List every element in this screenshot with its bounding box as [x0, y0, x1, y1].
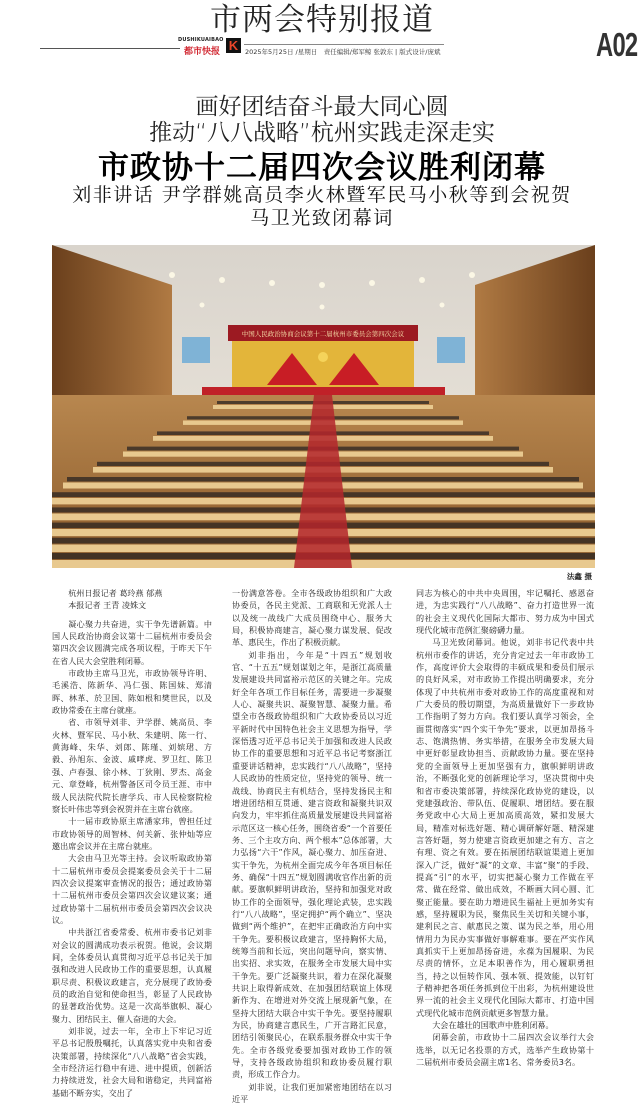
- byline: 杭州日报记者 葛玲燕 郁燕: [68, 588, 163, 598]
- paragraph: 凝心聚力共奋进，实干争先谱新篇。中国人民政治协商会议第十二届杭州市委员会第四次会议圆满完成各项议程，于昨天下午在省人民大会堂胜利闭幕。: [52, 618, 212, 666]
- issue-info: 2025年5月25日 /星期日 责任编辑/郑军鲸 张敦东 | 版式设计/庞斌: [245, 48, 441, 56]
- paragraph: 闭幕会前，市政协十二届四次会议举行大会选举，以无记名投票的方式，选举产生政协第十二届杭州市委员会副主席1名、常务委员3名。: [416, 1032, 594, 1068]
- paragraph: 中共浙江省委常委、杭州市委书记刘非对会议的圆满成功表示祝贺。他说，会议期间，全体委员认真贯彻习近平总书记关于加强和改进人民政协工作的重要思想，认真履职尽责、积极议政建言，充分展现了政协委员的政治自觉和使命担当，彰显了人民政协的显著政治优势。这是一次高举旗帜、凝心聚力、团结民主、催人奋进的大会。: [52, 927, 212, 1024]
- paragraph: 市政协主席马卫光，市政协领导许明、毛溪浩、陈新华、冯仁强、陈国妹、郑清晖、林革、於卫国、陈如根和樊世民，以及政协常委在主席台就座。: [52, 668, 212, 716]
- paragraph: 大会在雄壮的国歌声中胜利闭幕。: [432, 1020, 554, 1031]
- section-title: 市两会特别报道: [210, 2, 434, 38]
- lead-headline-1: 画好团结奋斗最大同心圆: [195, 94, 449, 120]
- stage-banner-text: 中国人民政治协商会议第十二届杭州市委员会第四次会议: [241, 330, 405, 338]
- paragraph: 一份满意答卷。全市各级政协组织和广大政协委员，各民主党派、工商联和无党派人士以及统一战线广大成员围绕中心、服务大局，积极协商建言，凝心聚力谋发展、促改革、惠民生，作出了积极贡献。: [232, 588, 392, 648]
- paragraph: 刘非指出，今年是“十四五”规划收官、“十五五”规划谋划之年，是浙江高质量发展建设共同富裕示范区的关键之年。完成好全年各项工作目标任务，需要进一步凝聚人心、凝聚共识、凝聚智慧、凝聚力量。希望全市各级政协组织和广大政协委员以习近平新时代中国特色社会主义思想为指导，学深悟透习近平总书记关于加强和改进人民政协工作的重要思想和习近平总书记考察浙江重要讲话精神，忠实践行“八八战略”，坚持人民政协的性质定位，坚持党的领导、统一战线、协商民主有机结合，坚持发扬民主和增进团结相互贯通、建言资政和凝聚共识双向发力，牢牢抓住高质量发展建设共同富裕示范区这一核心任务，围绕省委“一个首要任务、三个主攻方向、两个根本”总体部署，大力弘扬“六干”作风，凝心聚力、加压奋进、实干争先，为杭州全面完成今年各项目标任务、确保“十四五”规划圆满收官作出新的贡献。要旗帜鲜明讲政治，坚持和加强党对政协工作的全面领导，强化理论武装，忠实践行“八八战略”，坚定拥护“两个确立”、坚决做到“两个维护”，在把牢正确政治方向中实干争先。要积极议政建言，坚持胸怀大局，统筹当前和长远，突出问题导向，察实情、出实招、求实效，在服务全市发展大局中实干争先。要广泛凝聚共识，着力在深化凝聚共识上取得新成效、在加强团结联谊上体现新作为、在增进对外交流上展现新气象，在坚持大团结大联合中实干争先。要坚持履职为民，协商建言惠民生，广开言路汇民意，团结引领聚民心，在联系服务群众中实干争先。全市各级党委要加强对政协工作的领导，支持各级政协组织和政协委员履行职责，形成工作合力。: [232, 649, 392, 1080]
- byline: 本报记者 王青 凌姝文: [68, 600, 147, 611]
- article-column-2: [232, 587, 392, 1105]
- paragraph: 刘非说，让我们更加紧密地团结在以习近平: [232, 1081, 392, 1105]
- paragraph: 省、市领导刘非、尹学群、姚高员、李火林、暨军民、马小秋、朱建明、陈一行、黄海峰、朱华、刘郎、陈瑾、刘嫔珺、方毅、孙旭东、金波、戚哮虎、罗卫红、陈卫强、卢春强、徐小林、丁狄刚、罗杰、高金元、章登峰，杭州警备区司令员王涯、市中级人民法院代院长唐学兵、市人民检察院检察长叶伟忠等到会祝贺并在主席台就座。: [52, 717, 212, 814]
- paragraph: 大会由马卫光等主持。会议听取政协第十二届杭州市委员会提案委员会关于十二届四次会议提案审查情况的报告；通过政协第十二届杭州市委员会第四次会议建议案；通过政协第十二届杭州市委员会第四次会议决议。: [52, 853, 212, 925]
- subheadline-1: 刘非讲话 尹学群姚高员李火林暨军民马小秋等到会祝贺: [72, 184, 572, 206]
- lead-headline-2: 推动“八八战略”杭州实践走深走实: [149, 120, 495, 146]
- header-rule: [244, 44, 444, 45]
- page-number: A02: [596, 26, 638, 63]
- subheadline-2: 马卫光致闭幕词: [250, 207, 394, 229]
- brand-name-en: DUSHIKUAIBAO: [178, 37, 224, 43]
- brand-name: 都市快报: [184, 47, 221, 57]
- brand-logo-icon: K: [226, 38, 241, 53]
- meeting-hall-photo: [52, 245, 595, 568]
- paragraph: 刘非说，过去一年，全市上下牢记习近平总书记殷殷嘱托，认真落实党中央和省委决策部署，持续深化“八八战略”省会实践，全市经济运行稳中有进、进中提质，创新活力持续迸发，社会大局和谐稳定，共同富裕基础不断夯实，交出了: [52, 1026, 212, 1098]
- article-column-3: [416, 587, 594, 1068]
- header-rule: [40, 48, 180, 49]
- paragraph: 同志为核心的中共中央周围，牢记嘱托、感恩奋进，为忠实践行“八八战略”、奋力打造世界一流的社会主义现代化国际大都市、努力成为中国式现代化城市范例汇聚磅礴力量。: [416, 588, 594, 636]
- main-headline: 市政协十二届四次会议胜利闭幕: [98, 150, 546, 186]
- paragraph: 十一届市政协原主席潘家玮，曾担任过市政协领导的周智林、何关新、张仲灿等应邀出席会议并在主席台就座。: [52, 816, 212, 851]
- photo-credit: 法鑫 摄: [566, 572, 592, 581]
- paragraph: 马卫光致闭幕词。他说，刘非书记代表中共杭州市委作的讲话，充分肯定过去一年市政协工作，高度评价大会取得的丰硕成果和委员们展示的良好风采，对市政协工作提出明确要求，充分体现了中共杭州市委对政协工作的高度重视和对广大委员的殷切期望，为高质量做好下一步政协工作指明了努力方向。我们要认真学习领会，全面贯彻落实“四个实干争先”要求，以更加昂扬斗志、饱满热情、务实举措，在服务全市发展大局中更好彰显政协担当、贡献政协力量。要在坚持党的全面领导上更加坚强有力，旗帜鲜明讲政治，不断强化党的创新理论学习，坚决贯彻中央和省市委决策部署，持续深化政协党的建设，以党建强政治、带队伍、促履职、增团结。要在服务党政中心大局上更加高质高效，紧扣发展大局，精准对标选好题、精心调研解好题、精深建言答好题，努力使建言资政更加建之有方、言之有理、资之有效。要在拓展团结联谊渠道上更加深入广泛，做好“凝”的文章、丰富“聚”的手段、提高“引”的水平，切实把凝心聚力工作做在平常、做在经常、做出成效，不断画大同心圆、汇聚正能量。要在助力增进民生福祉上更加务实有感，坚持履职为民，聚焦民生关切和关键小事，建利民之言、献惠民之策、谋为民之举，用心用情用力为民办实事做好事解难事。要在严实作风真抓实干上更加昂扬奋进，永葆为国履职、为民尽责的情怀，立足本职善作为，用心履职勇担当，持之以恒转作风、强本领、提效能，以钉钉子精神把各项任务抓到位干出彩，为杭州建设世界一流的社会主义现代化国际大都市、打造中国式现代化城市范例贡献更多智慧力量。: [416, 637, 594, 1018]
- article-column-1: [52, 587, 212, 1099]
